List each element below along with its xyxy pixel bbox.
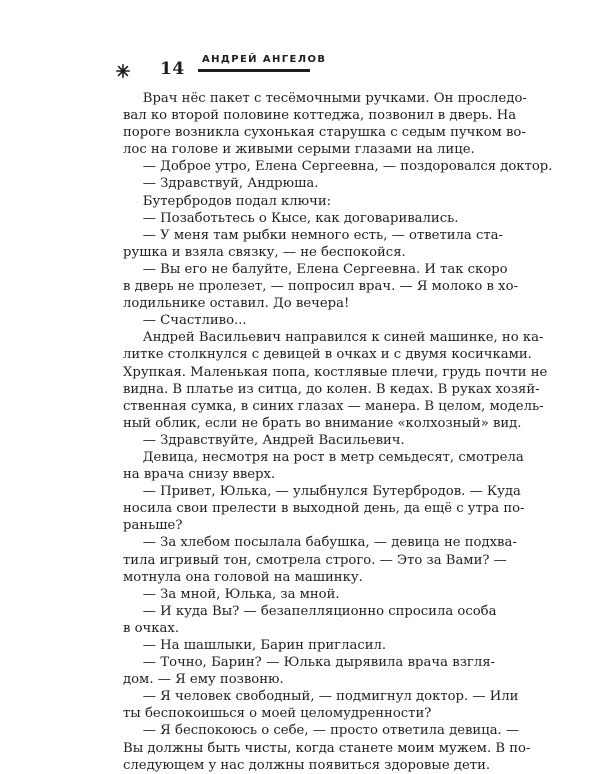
text-line: тила игривый тон, смотрела строго. — Это за Вами? —	[123, 552, 507, 568]
star-burst-icon	[116, 64, 130, 78]
text-line: — У меня там рыбки немного есть, — ответила ста-	[123, 227, 503, 243]
text-line: — Точно, Барин? — Юлька дырявила врача взгля-	[123, 655, 495, 671]
text-line: лодильнике оставил. До вечера!	[123, 296, 350, 312]
text-line: литке столкнулся с девицей в очках и с двумя косичками.	[123, 347, 532, 363]
body-text	[123, 90, 553, 774]
text-line: видна. В платье из ситца, до колен. В кедах. В руках хозяй-	[123, 381, 540, 397]
running-header	[116, 54, 496, 84]
text-line: следующем у нас должны появиться здоровые дети.	[123, 757, 491, 773]
text-line: — Счастливо...	[123, 313, 247, 329]
text-line: — Здравствуйте, Андрей Васильевич.	[123, 432, 405, 448]
text-line: рушка и взяла связку, — не беспокойся.	[123, 244, 406, 260]
text-line: мотнула она головой на машинку.	[123, 569, 363, 585]
text-line: дом. — Я ему позвоню.	[123, 672, 284, 688]
author-name: АНДРЕЙ АНГЕЛОВ	[202, 54, 327, 65]
text-line: вал ко второй половине коттеджа, позвонил в дверь. На	[123, 108, 517, 124]
text-line: раньше?	[123, 518, 183, 534]
text-line: — Здравствуй, Андрюша.	[123, 176, 319, 192]
page-number: 14	[160, 59, 185, 79]
text-line: лос на голове и живыми серыми глазами на лице.	[123, 142, 475, 158]
text-line: пороге возникла сухонькая старушка с седым пучком во-	[123, 125, 526, 141]
text-line: Вы должны быть чисты, когда станете моим мужем. В по-	[123, 740, 531, 756]
text-line: Бутербродов подал ключи:	[123, 193, 332, 209]
text-line: в дверь не пролезет, — попросил врач. — Я молоко в хо-	[123, 279, 519, 295]
text-line: — Я человек свободный, — подмигнул доктор. — Или	[123, 689, 519, 705]
text-line: Андрей Васильевич направился к синей машинке, но ка-	[123, 330, 544, 346]
text-line: ственная сумка, в синих глазах — манера. В целом, модель-	[123, 398, 544, 414]
text-line: — Вы его не балуйте, Елена Сергеевна. И так скоро	[123, 261, 508, 277]
text-line: — Позаботьтесь о Кысе, как договаривались.	[123, 210, 459, 226]
text-line: ный облик, если не брать во внимание «колхозный» вид.	[123, 415, 522, 431]
text-line: — Я беспокоюсь о себе, — просто ответила девица. —	[123, 723, 520, 739]
header-rule	[198, 69, 310, 72]
text-line: ты беспокоишься о моей целомудренности?	[123, 706, 432, 722]
text-line: — За хлебом посылала бабушка, — девица не подхва-	[123, 535, 517, 551]
text-line: Девица, несмотря на рост в метр семьдесят, смотрела	[123, 449, 524, 465]
text-line: Хрупкая. Маленькая попа, костлявые плечи, грудь почти не	[123, 364, 548, 380]
text-line: — За мной, Юлька, за мной.	[123, 586, 340, 602]
text-line: — На шашлыки, Барин пригласил.	[123, 638, 387, 653]
text-line: — И куда Вы? — безапелляционно спросила особа	[123, 603, 497, 619]
text-line: в очках.	[123, 620, 180, 636]
text-line: носила свои прелести в выходной день, да ещё с утра по-	[123, 501, 525, 517]
text-line: — Привет, Юлька, — улыбнулся Бутербродов. — Куда	[123, 484, 521, 500]
text-line: Врач нёс пакет с тесёмочными ручками. Он проследо-	[123, 91, 527, 106]
text-line: — Доброе утро, Елена Сергеевна, — поздоровался доктор.	[123, 159, 553, 175]
text-line: на врача снизу вверх.	[123, 467, 276, 483]
